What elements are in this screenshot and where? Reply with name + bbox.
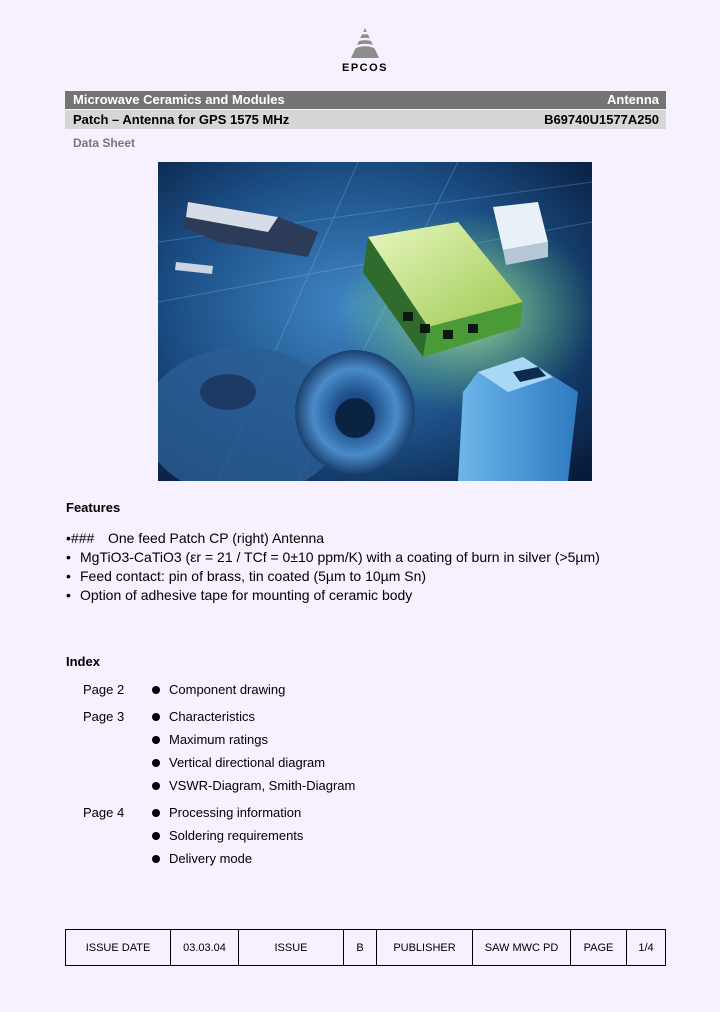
issue-value: B [344,930,377,965]
index-item: Maximum ratings [169,732,268,747]
index-page-label: Page 4 [83,805,125,820]
list-item [66,529,600,548]
index-item: Processing information [169,805,302,820]
product-type-label: Antenna [607,92,659,107]
features-heading: Features [66,500,121,515]
part-number: B69740U1577A250 [544,112,659,127]
index-item: Component drawing [169,682,286,697]
bullet: • [66,549,71,565]
bullet-dot-icon [152,832,160,840]
feature-text: Feed contact: pin of brass, tin coated (5µm to 10µm Sn) [80,568,427,584]
bullet: • [66,568,71,584]
header-title-bar [65,110,666,129]
issue-label: ISSUE [239,930,344,965]
page-label: PAGE [571,930,627,965]
product-photo [158,162,592,481]
bullet: •### [66,530,95,546]
doc-type-label: Data Sheet [73,136,136,150]
index-page-label: Page 3 [83,709,125,724]
publisher-label: PUBLISHER [377,930,473,965]
publisher-value: SAW MWC PD [473,930,571,965]
logo-text: EPCOS [341,62,388,74]
feature-text: MgTiO3-CaTiO3 (εr = 21 / TCf = 0±10 ppm/K) with a coating of burn in silver (>5µm) [80,549,600,565]
list-item [66,548,600,567]
issue-info-table [65,929,666,966]
feature-text: One feed Patch CP (right) Antenna [108,530,325,546]
bullet: • [66,587,71,603]
bullet-dot-icon [152,855,160,863]
bullet-dot-icon [152,686,160,694]
index-item: Characteristics [169,709,255,724]
category-label: Microwave Ceramics and Modules [73,92,285,107]
epcos-logo [333,26,397,80]
issue-date-value: 03.03.04 [171,930,239,965]
index-page-label: Page 2 [83,682,125,697]
list-item [66,567,600,586]
page-value: 1/4 [638,941,654,954]
epcos-triangle-icon [345,26,385,60]
document-title: Patch – Antenna for GPS 1575 MHz [73,112,290,127]
list-item [66,586,600,605]
index-item: VSWR-Diagram, Smith-Diagram [169,778,356,793]
bullet-dot-icon [152,809,160,817]
feature-text: Option of adhesive tape for mounting of ceramic body [80,587,413,603]
features-list [66,529,600,605]
index-item: Vertical directional diagram [169,755,326,770]
header-category-bar [65,91,666,109]
bullet-dot-icon [152,713,160,721]
index-item: Delivery mode [169,851,253,866]
issue-date-label: ISSUE DATE [66,930,171,965]
index-heading: Index [66,654,100,669]
bullet-dot-icon [152,736,160,744]
bullet-dot-icon [152,782,160,790]
index-item: Soldering requirements [169,828,304,843]
bullet-dot-icon [152,759,160,767]
